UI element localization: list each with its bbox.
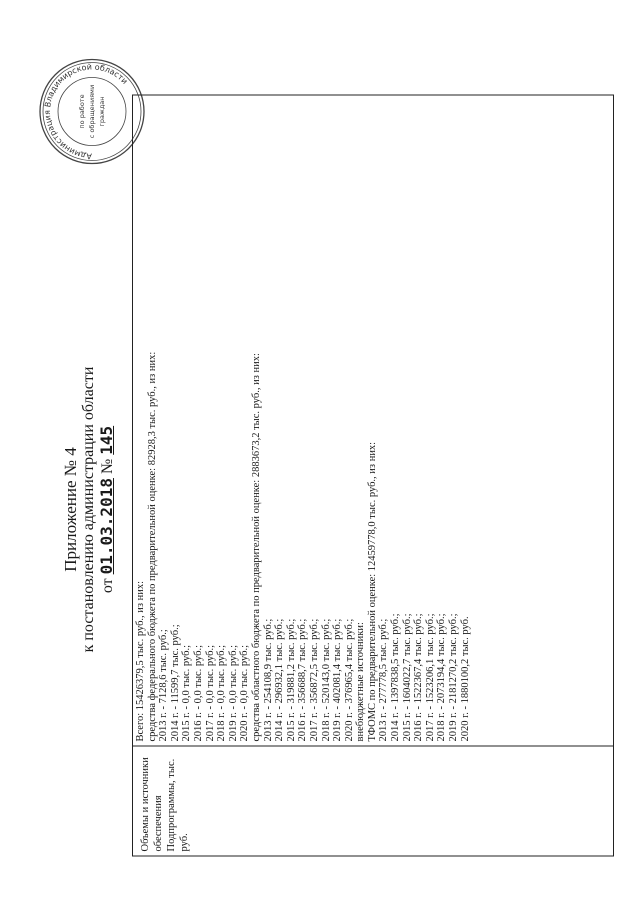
funding-values-cell [133,96,613,746]
number-sign: № [99,458,116,475]
funding-line: 2013 г. - 277778,5 тыс. руб.; [378,618,390,742]
decree-date-line [98,300,117,720]
official-seal-stamp [38,58,146,166]
stamp-ring-text: Администрация Владимирской области [42,62,130,161]
funding-line: 2014 г. - 296932,1 тыс. руб.; [274,618,286,742]
funding-line: ТФОМС по предварительной оценке: 12459778,0 тыс. руб., из них: [366,441,378,742]
funding-line: 2013 г. - 7128,6 тыс. руб.; [158,629,170,742]
funding-line: 2015 г. - 319881,2 тыс. руб.; [285,618,297,742]
funding-line: 2017 г. - 0,0 тыс. руб.; [204,644,216,742]
funding-line: Всего: 15426379,5 тыс. руб., из них: [135,580,146,742]
funding-line: средства федерального бюджета по предварительной оценке: 82928,3 тыс. руб., из них: [146,351,158,742]
label-line: Подпрограммы, тыс. [166,758,177,852]
funding-line: 2018 г. - 0,0 тыс. руб.; [216,644,228,742]
label-line: обеспечения [153,795,164,852]
date-prefix: от [99,578,116,594]
funding-line: внебюджетные источники: [355,622,367,742]
decree-number: 145 [97,425,116,455]
svg-text:Администрация Владимирской обл [43,62,129,160]
label-line: руб. [179,833,190,852]
funding-line: 2016 г. - 0,0 тыс. руб.; [192,644,204,742]
funding-line: средства областного бюджета по предварительной оценке: 2883673,2 тыс. руб., из них: [250,353,262,742]
stamp-inner-line-3: граждан [98,96,106,127]
funding-table [132,95,614,857]
funding-line: 2016 г. - 1522367,4 тыс. руб.; [413,613,425,742]
appendix-title: Приложение № 4 [61,447,80,572]
funding-line: 2020 г. - 376965,4 тыс. руб.; [343,618,355,742]
funding-line: 2013 г. - 254108,9 тыс. руб.; [262,618,274,742]
funding-line: 2017 г. - 356872,5 тыс. руб.; [308,618,320,742]
funding-line: 2019 г. - 402081,4 тыс. руб.; [332,618,344,742]
funding-line: 2019 г. - 0,0 тыс. руб.; [227,644,239,742]
funding-line: 2014 г. - 1397838,5 тыс. руб.; [390,613,402,742]
funding-line: 2019 г. - 2181270,2 тыс. руб.; [448,613,460,742]
appendix-subtitle: к постановлению администрации области [80,366,97,653]
funding-line: 2015 г. - 0,0 тыс. руб.; [181,644,193,742]
stamp-inner-line-2: с обращениями [88,84,96,139]
funding-line: 2016 г. - 356688,7 тыс. руб.; [297,618,309,742]
stamp-inner-line-1: по работе [78,94,86,129]
document-header [62,300,117,720]
funding-line: 2020 г. - 0,0 тыс. руб.; [239,644,251,742]
funding-line: 2018 г. - 520143,0 тыс. руб.; [320,618,332,742]
funding-line: 2020 г. - 1880100,2 тыс. руб. [459,616,471,742]
funding-line: 2015 г. - 1604022,7 тыс. руб.; [401,613,413,742]
funding-label-cell [133,746,613,856]
funding-line: 2014 г. - 11599,7 тыс. руб.; [169,624,181,742]
decree-date: 01.03.2018 [97,478,116,575]
funding-line: 2017 г. - 1523206,1 тыс. руб.; [424,613,436,742]
funding-line: 2018 г. - 2073194,4 тыс. руб.; [436,613,448,742]
label-line: Объемы и источники [140,757,151,852]
